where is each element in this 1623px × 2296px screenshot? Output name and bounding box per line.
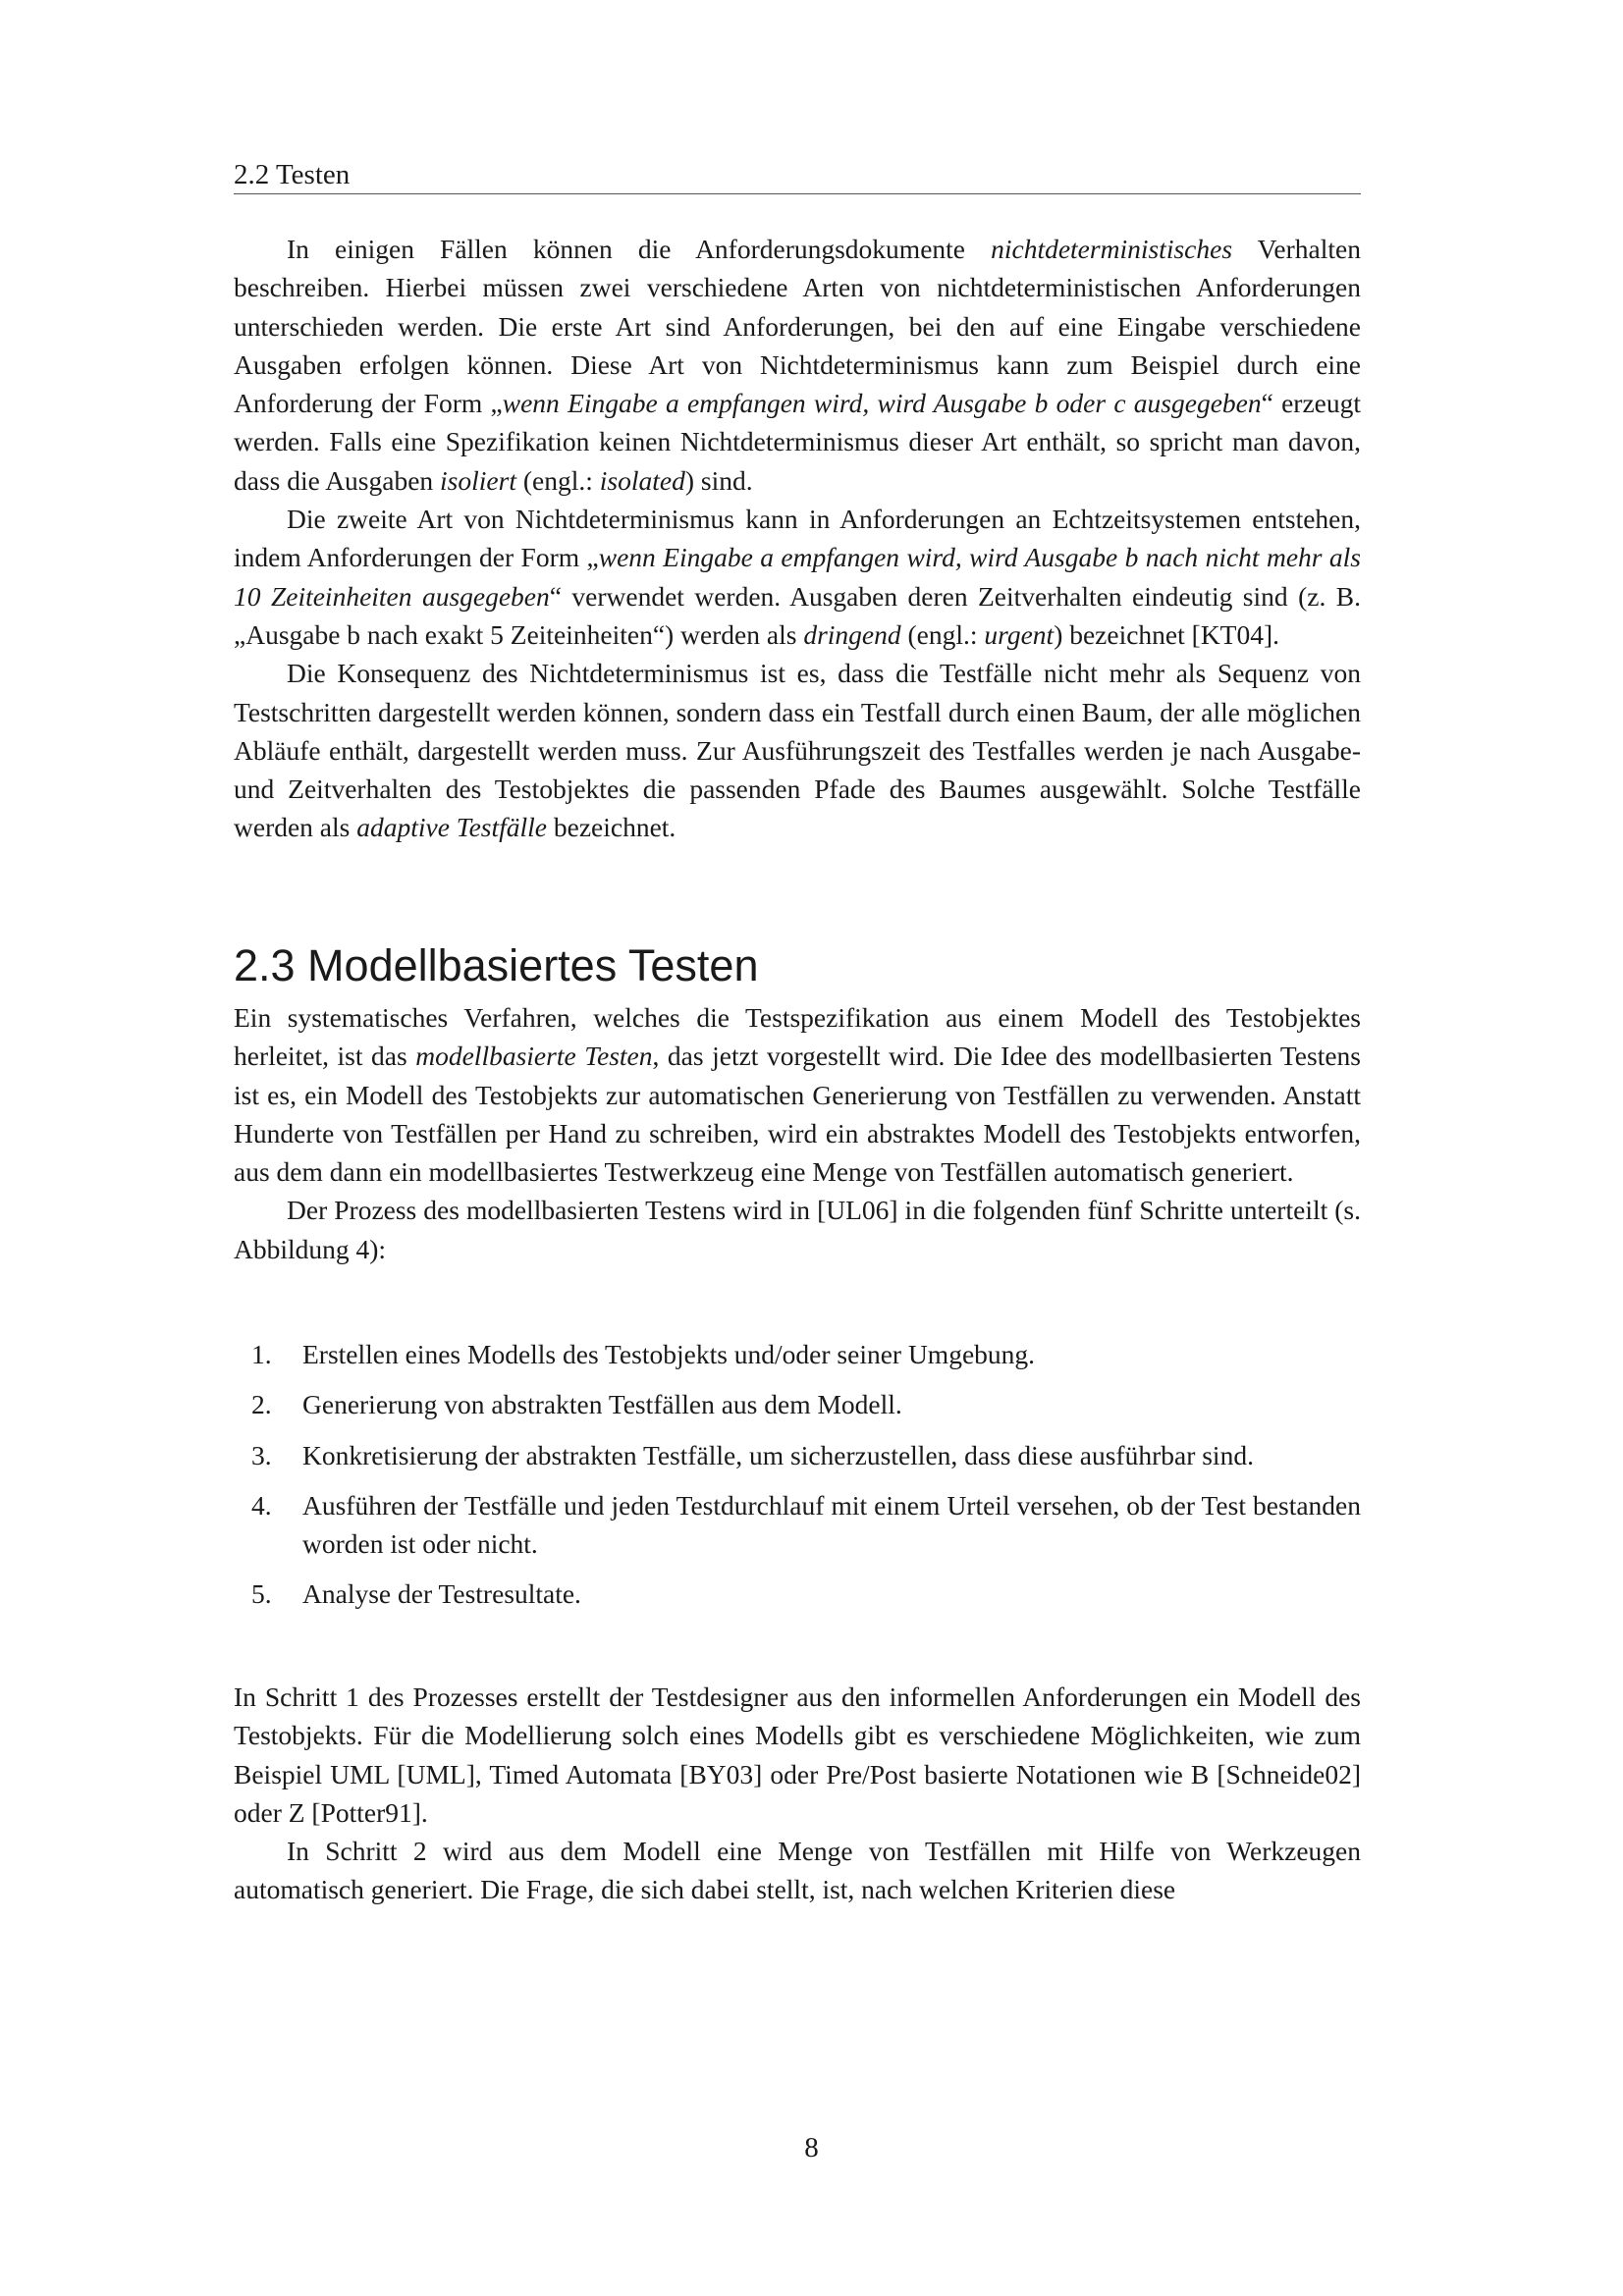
emphasis: adaptive Testfälle [356,812,547,843]
list-text: Analyse der Testresultate. [302,1578,581,1610]
paragraph: Der Prozess des modellbasierten Testens wird in [UL06] in die folgenden fünf Schritte unterteilt (s. Abbildung 4): [234,1195,1361,1264]
list-item [234,1486,1361,1564]
list-text: Ausführen der Testfälle und jeden Testdurchlauf mit einem Urteil versehen, ob der Test bestanden worden ist oder nicht. [302,1489,1361,1560]
list-item [234,1385,1361,1423]
emphasis: wenn Eingabe a empfangen wird, wird Ausgabe b oder c ausgegeben [502,388,1262,419]
list-number: 4. [251,1489,272,1521]
section-2-2-body [234,230,1361,847]
section-2-3-intro [234,998,1361,1268]
emphasis: dringend [803,618,901,650]
paragraph: In Schritt 1 des Prozesses erstellt der Testdesigner aus den informellen Anforderungen ein Modell des Testobjekts. Für die Modellierung solch eines Modells gibt es verschiedene Möglichkeiten, wie zum Beispiel UML [UML], Timed Automata [BY03] oder Pre/Post basierte Notationen wie B [Schneide02] oder Z [Potter91]. [234,1682,1361,1828]
section-2-3-continuation [234,1678,1361,1909]
paragraph: In einigen Fällen können die Anforderungsdokumente nichtdeterministisches Verhalten beschreiben. Hierbei müssen zwei verschiedene Arten von nichtdeterministischen Anforderungen unterschieden werden. Die erste Art sind Anforderungen, bei den auf eine Eingabe verschiedene Ausgaben erfolgen können. Diese Art von Nichtdeterminismus kann zum Beispiel durch eine Anforderung der Form „wenn Eingabe a empfangen wird, wird Ausgabe b oder c ausgegeben“ erzeugt werden. Falls eine Spezifikation keinen Nichtdeterminismus dieser Art enthält, so spricht man davon, dass die Ausgaben isoliert (engl.: isolated) sind. [234,234,1361,496]
paragraph: Die Konsequenz des Nichtdeterminismus ist es, dass die Testfälle nicht mehr als Sequenz von Testschritten dargestellt werden können, sondern dass ein Testfall durch einen Baum, der alle möglichen Abläufe enthält, dargestellt werden muss. Zur Ausführungszeit des Testfalles werden je nach Ausgabe- und Zeitverhalten des Testobjektes die passenden Pfade des Baumes ausgewählt. Solche Testfälle werden als adaptive Testfälle bezeichnet. [234,658,1361,843]
list-item [234,1575,1361,1613]
list-text: Generierung von abstrakten Testfällen aus dem Modell. [302,1389,902,1420]
emphasis: nichtdeterministisches [991,234,1233,264]
paragraph: In Schritt 2 wird aus dem Modell eine Menge von Testfällen mit Hilfe von Werkzeugen automatisch generiert. Die Frage, die sich dabei stellt, ist, nach welchen Kriterien diese [234,1836,1361,1905]
list-number: 1. [251,1339,272,1369]
list-text: Konkretisierung der abstrakten Testfälle, um sicherzustellen, dass diese ausführbar sind. [302,1439,1254,1470]
emphasis: modellbasierte Testen [415,1041,653,1072]
list-number: 5. [251,1578,272,1610]
header-rule [234,193,1361,194]
paragraph: Ein systematisches Verfahren, welches die Testspezifikation aus einem Modell des Testobjektes herleitet, ist das modellbasierte Testen, das jetzt vorgestellt wird. Die Idee des modellbasierten Testens ist es, ein Modell des Testobjekts zur automatischen Generierung von Testfällen zu verwenden. Anstatt Hunderte von Testfällen per Hand zu schreiben, wird ein abstraktes Modell des Testobjekts entworfen, aus dem dann ein modellbasiertes Testwerkzeug eine Menge von Testfällen automatisch generiert. [234,1002,1362,1188]
list-number: 2. [251,1389,272,1420]
emphasis: isoliert [440,464,516,496]
paragraph: Die zweite Art von Nichtdeterminismus kann in Anforderungen an Echtzeitsystemen entstehen, indem Anforderungen der Form „wenn Eingabe a empfangen wird, wird Ausgabe b nach nicht mehr als 10 Zeiteinheiten ausgegeben“ verwendet werden. Ausgaben deren Zeitverhalten eindeutig sind (z. B. „Ausgabe b nach exakt 5 Zeiteinheiten“) werden als dringend (engl.: urgent) bezeichnet [KT04]. [234,504,1361,650]
emphasis: isolated [599,464,685,496]
list-item [234,1436,1361,1474]
list-text: Erstellen eines Modells des Testobjekts und/oder seiner Umgebung. [302,1339,1036,1369]
section-heading: 2.3 Modellbasiertes Testen [234,940,759,990]
emphasis: wenn Eingabe a empfangen wird, wird Ausgabe b nach nicht mehr als 10 Zeiteinheiten ausgegeben [234,542,1361,612]
process-steps-list [234,1335,1361,1626]
list-number: 3. [251,1439,272,1470]
list-item [234,1335,1361,1373]
running-header: 2.2 Testen [234,159,351,190]
page-number: 8 [804,2132,819,2163]
emphasis: urgent [984,618,1055,650]
